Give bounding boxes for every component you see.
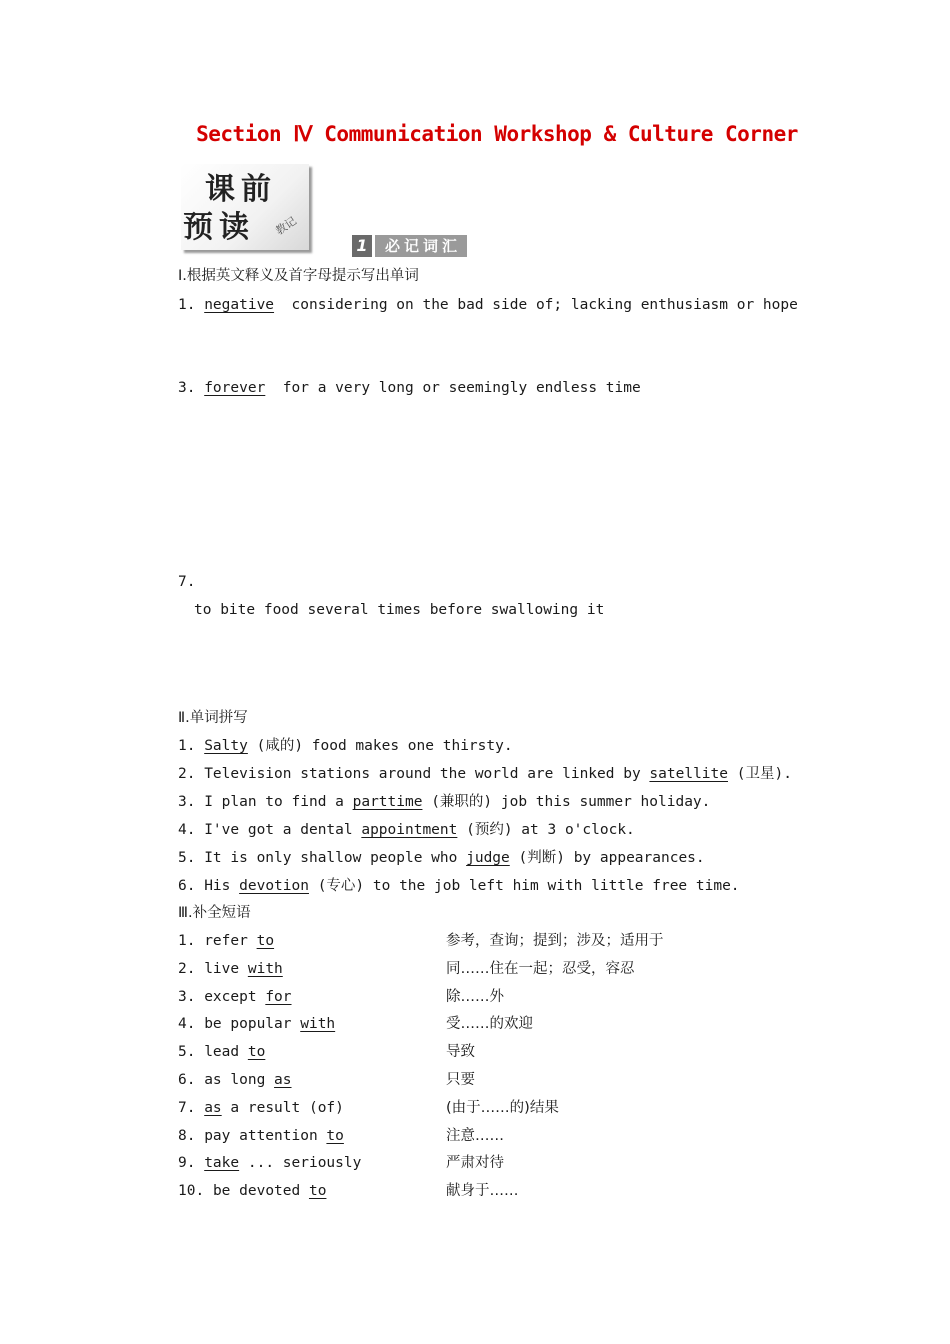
item-number: 6. <box>178 1072 196 1088</box>
part2-item-2 <box>178 764 792 784</box>
item-number: 2. <box>178 766 196 782</box>
item-number: 7. <box>178 1100 196 1116</box>
phrase-pre: live <box>204 961 248 977</box>
badge-row-1: 课前 <box>205 172 277 207</box>
part2-item-6 <box>178 876 740 896</box>
answer-word: with <box>300 1016 336 1032</box>
answer-word: take <box>204 1155 240 1171</box>
phrase-row-8 <box>178 1126 344 1146</box>
sentence-post: (卫星). <box>736 766 792 782</box>
phrase-meaning-10: 献身于…… <box>446 1183 519 1199</box>
phrase-meaning-6: 只要 <box>446 1072 475 1088</box>
tag-number: 1 <box>352 235 372 257</box>
answer-word: Salty <box>204 738 248 754</box>
item-number: 4. <box>178 822 196 838</box>
part3-heading: Ⅲ.补全短语 <box>178 905 251 921</box>
sentence-post: (兼职的) job this summer holiday. <box>431 794 711 810</box>
part2-item-4 <box>178 820 635 840</box>
phrase-pre: as long <box>204 1072 275 1088</box>
phrase-pre: except <box>204 989 266 1005</box>
item-number: 8. <box>178 1128 196 1144</box>
phrase-meaning-2: 同……住在一起；忍受，容忍 <box>446 961 635 977</box>
phrase-pre: be popular <box>204 1016 301 1032</box>
phrase-row-6 <box>178 1070 292 1090</box>
answer-word: forever <box>204 380 266 396</box>
phrase-pre: be devoted <box>212 1183 309 1199</box>
phrase-pre: lead <box>204 1044 248 1060</box>
sentence-pre: I've got a dental <box>204 822 362 838</box>
phrase-meaning-8: 注意…… <box>446 1128 504 1144</box>
item-number: 5. <box>178 1044 196 1060</box>
item-number: 9. <box>178 1155 196 1171</box>
part2-item-3 <box>178 792 710 812</box>
phrase-row-1 <box>178 931 274 951</box>
phrase-row-9 <box>178 1153 361 1173</box>
phrase-meaning-5: 导致 <box>446 1044 475 1060</box>
answer-word: judge <box>466 850 510 866</box>
item-number: 5. <box>178 850 196 866</box>
phrase-row-10 <box>178 1181 326 1201</box>
phrase-post: ... seriously <box>239 1155 362 1171</box>
sentence-pre: It is only shallow people who <box>204 850 467 866</box>
answer-word: to <box>256 933 275 949</box>
answer-word: as <box>204 1100 222 1116</box>
item-number: 1. <box>178 297 196 313</box>
sentence-post: (专心) to the job left him with little free time. <box>317 878 740 894</box>
part2-item-1 <box>178 736 513 756</box>
item-number: 1. <box>178 933 196 949</box>
item-number: 2. <box>178 961 196 977</box>
part1-heading: Ⅰ.根据英文释义及首字母提示写出单词 <box>178 268 419 284</box>
preview-badge <box>181 164 309 250</box>
part1-item-3 <box>178 378 641 398</box>
vocab-tag <box>352 235 467 257</box>
phrase-meaning-1: 参考，查询；提到；涉及；适用于 <box>446 933 664 949</box>
sentence-pre: I plan to find a <box>204 794 353 810</box>
definition: considering on the bad side of; lacking enthusiasm or hope <box>291 297 798 313</box>
phrase-row-7 <box>178 1098 344 1118</box>
sentence-pre: His <box>204 878 240 894</box>
answer-word: appointment <box>361 822 458 838</box>
phrase-row-5 <box>178 1042 265 1062</box>
item-number: 10. <box>178 1183 205 1199</box>
phrase-meaning-9: 严肃对待 <box>446 1155 504 1171</box>
answer-word: negative <box>204 297 275 313</box>
phrase-meaning-3: 除……外 <box>446 989 504 1005</box>
item-number: 1. <box>178 738 196 754</box>
phrase-pre: refer <box>204 933 257 949</box>
answer-word: to <box>326 1128 344 1144</box>
answer-word: parttime <box>352 794 423 810</box>
answer-word: with <box>247 961 283 977</box>
answer-word: to <box>247 1044 266 1060</box>
sentence-pre: Television stations around the world are linked by <box>204 766 650 782</box>
item-number: 3. <box>178 380 196 396</box>
part2-item-5 <box>178 848 705 868</box>
phrase-row-4 <box>178 1014 335 1034</box>
answer-word: satellite <box>649 766 728 782</box>
answer-word: for <box>265 989 292 1005</box>
item-number: 6. <box>178 878 196 894</box>
definition: for a very long or seemingly endless time <box>282 380 641 396</box>
phrase-pre: pay attention <box>204 1128 327 1144</box>
answer-word: devotion <box>239 878 309 894</box>
tag-text: 必记词汇 <box>375 235 467 257</box>
item-number: 3. <box>178 989 196 1005</box>
badge-corner-stamp: 教记 <box>273 214 299 238</box>
part1-item-7-definition: to bite food several times before swallowing it <box>194 602 605 618</box>
answer-word: to <box>308 1183 327 1199</box>
section-title: Section Ⅳ Communication Workshop & Culture Corner <box>196 122 798 146</box>
sentence-post: (咸的) food makes one thirsty. <box>256 738 513 754</box>
sentence-post: (预约) at 3 o'clock. <box>466 822 635 838</box>
phrase-meaning-4: 受……的欢迎 <box>446 1016 533 1032</box>
badge-row-2: 预读 <box>183 210 255 245</box>
part1-item-7-number: 7. <box>178 574 196 590</box>
item-number: 4. <box>178 1016 196 1032</box>
part2-heading: Ⅱ.单词拼写 <box>178 710 248 726</box>
phrase-meaning-7: (由于……的)结果 <box>446 1100 559 1116</box>
phrase-post: a result (of) <box>221 1100 344 1116</box>
phrase-row-3 <box>178 987 292 1007</box>
item-number: 3. <box>178 794 196 810</box>
sentence-post: (判断) by appearances. <box>518 850 705 866</box>
answer-word: as <box>274 1072 292 1088</box>
part1-item-1 <box>178 295 798 315</box>
phrase-row-2 <box>178 959 283 979</box>
